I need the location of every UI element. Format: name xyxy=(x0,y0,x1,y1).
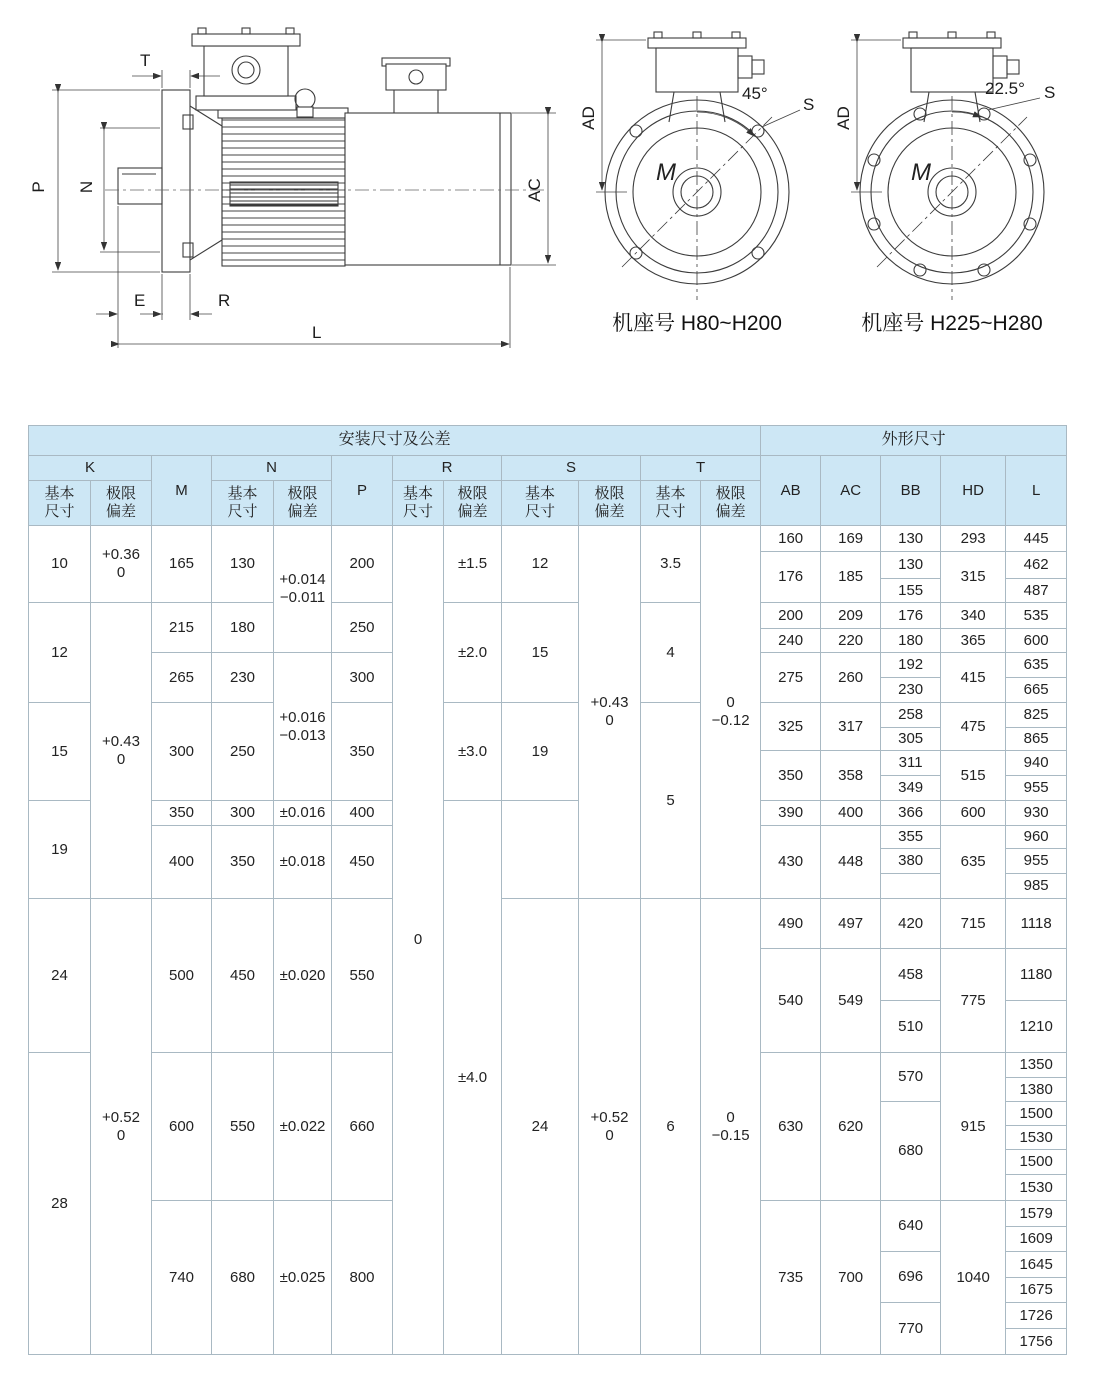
table-body xyxy=(29,526,1067,1355)
dimension-cell: 305 xyxy=(881,728,941,751)
header-outline-group: 外形尺寸 xyxy=(761,426,1067,456)
dimension-cell: 955 xyxy=(1006,849,1067,874)
header-p: P xyxy=(332,456,393,526)
dimension-cell: 380 xyxy=(881,849,941,874)
dimension-cell: 366 xyxy=(881,801,941,826)
header-t-basic: 基本 尺寸 xyxy=(641,481,701,526)
dimension-cell: 1180 xyxy=(1006,949,1067,1001)
dimension-cell: 350 xyxy=(152,801,212,826)
dimension-cell: 130 xyxy=(212,526,274,603)
lifting-eye xyxy=(295,89,315,109)
dimension-cell: ±0.022 xyxy=(274,1053,332,1201)
dimension-cell: 540 xyxy=(761,949,821,1053)
dimension-cell: 1040 xyxy=(941,1201,1006,1355)
dimension-cell: 311 xyxy=(881,751,941,776)
table-row xyxy=(29,526,1067,552)
dimension-cell: 600 xyxy=(1006,629,1067,653)
dimension-cell: 1579 xyxy=(1006,1201,1067,1227)
dimension-cell: 400 xyxy=(332,801,393,826)
dimension-cell: 260 xyxy=(821,653,881,703)
header-ac: AC xyxy=(821,456,881,526)
dimension-cell: 1530 xyxy=(1006,1175,1067,1201)
end-view-1-dimensions xyxy=(596,40,800,192)
dimension-cell: 825 xyxy=(1006,703,1067,728)
dimension-cell: 415 xyxy=(941,653,1006,703)
dimension-cell: 915 xyxy=(941,1053,1006,1201)
dimension-cell: 1530 xyxy=(1006,1126,1067,1150)
dimension-cell: 550 xyxy=(212,1053,274,1201)
dimension-cell: 500 xyxy=(152,899,212,1053)
dimension-cell: 865 xyxy=(1006,728,1067,751)
dimension-cell: 176 xyxy=(761,552,821,603)
dimension-cell: 1726 xyxy=(1006,1303,1067,1329)
dimension-cell: 1756 xyxy=(1006,1329,1067,1355)
dimension-cell: +0.43 0 xyxy=(91,603,152,899)
dimension-cell: 800 xyxy=(332,1201,393,1355)
dimension-cell: 665 xyxy=(1006,678,1067,703)
dimension-cell: 430 xyxy=(761,826,821,899)
dimension-cell: ±3.0 xyxy=(444,703,502,801)
bolt-hole xyxy=(914,264,926,276)
terminal-box xyxy=(192,28,300,110)
dimension-cell: 160 xyxy=(761,526,821,552)
dimension-cell: ±0.016 xyxy=(274,801,332,826)
dimension-cell: 220 xyxy=(821,629,881,653)
dim-label-e: E xyxy=(134,291,146,310)
dim-label-n: N xyxy=(77,180,96,194)
header-r: R xyxy=(393,456,502,481)
dimension-cell xyxy=(881,874,941,899)
dimension-cell: 358 xyxy=(821,751,881,801)
table-row xyxy=(29,703,1067,728)
dimension-cell: 300 xyxy=(212,801,274,826)
dimension-cell: 420 xyxy=(881,899,941,949)
dimension-cell: ±4.0 xyxy=(444,801,502,1355)
dimension-cell: 550 xyxy=(332,899,393,1053)
dimension-cell: 165 xyxy=(152,526,212,603)
dimension-cell: 955 xyxy=(1006,776,1067,801)
dimension-cell: 570 xyxy=(881,1053,941,1102)
dimension-cell: 1500 xyxy=(1006,1102,1067,1126)
dimension-cell: 462 xyxy=(1006,552,1067,579)
dimension-cell: 200 xyxy=(761,603,821,629)
table-row xyxy=(29,801,1067,826)
dimension-cell: 696 xyxy=(881,1252,941,1303)
dimension-cell: 12 xyxy=(502,526,579,603)
header-k-limit: 极限 偏差 xyxy=(91,481,152,526)
end-view-h80-h200 xyxy=(605,32,789,300)
dimension-cell: 400 xyxy=(821,801,881,826)
dimension-cell: 635 xyxy=(941,826,1006,899)
dimension-cell: 600 xyxy=(941,801,1006,826)
dimension-cell: 535 xyxy=(1006,603,1067,629)
dimension-cell: 1380 xyxy=(1006,1078,1067,1102)
dimension-cell: 15 xyxy=(29,703,91,801)
dimension-cell: 317 xyxy=(821,703,881,751)
dimension-cell: 1350 xyxy=(1006,1053,1067,1078)
dimension-cell: +0.014 −0.011 xyxy=(274,526,332,653)
caption-h225-h280: 机座号 H225~H280 xyxy=(861,312,1043,335)
dimension-cell: ±0.020 xyxy=(274,899,332,1053)
dimension-cell: 340 xyxy=(941,603,1006,629)
header-r-limit: 极限 偏差 xyxy=(444,481,502,526)
bolt-hole xyxy=(752,247,764,259)
flange xyxy=(162,90,190,272)
dimension-cell: 0 −0.15 xyxy=(701,899,761,1355)
dimension-cell: 0 −0.12 xyxy=(701,526,761,899)
header-t: T xyxy=(641,456,761,481)
dimension-cell: 740 xyxy=(152,1201,212,1355)
dimension-cell: 180 xyxy=(881,629,941,653)
dimension-cell: 487 xyxy=(1006,579,1067,603)
dimension-cell: 169 xyxy=(821,526,881,552)
dim-label-p: P xyxy=(29,181,48,193)
dimension-cell: 680 xyxy=(212,1201,274,1355)
dimension-cell: 1645 xyxy=(1006,1252,1067,1278)
dimension-cell: 6 xyxy=(641,899,701,1355)
dimension-cell: 365 xyxy=(941,629,1006,653)
dimension-cell: 350 xyxy=(212,826,274,899)
caption-h80-h200: 机座号 H80~H200 xyxy=(612,312,782,335)
dimension-cell: +0.016 −0.013 xyxy=(274,653,332,801)
bolt-hole xyxy=(914,108,926,120)
dimension-cell: 458 xyxy=(881,949,941,1001)
dimension-cell: 390 xyxy=(761,801,821,826)
header-s-limit: 极限 偏差 xyxy=(579,481,641,526)
dimension-cell: 250 xyxy=(212,703,274,801)
dimension-cell: 0 xyxy=(393,526,444,1355)
dimension-cell: 600 xyxy=(152,1053,212,1201)
bolt-hole xyxy=(868,154,880,166)
dimension-cell: 985 xyxy=(1006,874,1067,899)
dimension-cell: 770 xyxy=(881,1303,941,1355)
header-m: M xyxy=(152,456,212,526)
dimension-cell: ±0.018 xyxy=(274,826,332,899)
header-n: N xyxy=(212,456,332,481)
dimension-cell: 400 xyxy=(152,826,212,899)
dim-label-ad-2: AD xyxy=(834,106,853,130)
dimension-cell: 515 xyxy=(941,751,1006,801)
dimension-cell: 549 xyxy=(821,949,881,1053)
table-row xyxy=(29,603,1067,629)
dimension-cell: 130 xyxy=(881,526,941,552)
dimension-cell: 300 xyxy=(152,703,212,801)
dimension-cell: +0.52 0 xyxy=(579,899,641,1355)
dimension-cell: 1118 xyxy=(1006,899,1067,949)
dimension-cell: 24 xyxy=(29,899,91,1053)
dimension-cell: 258 xyxy=(881,703,941,728)
header-l: L xyxy=(1006,456,1067,526)
dimension-cell: 490 xyxy=(761,899,821,949)
header-s-basic: 基本 尺寸 xyxy=(502,481,579,526)
dimension-cell: 180 xyxy=(212,603,274,653)
dimension-cell: 1609 xyxy=(1006,1227,1067,1252)
dimension-cell: 275 xyxy=(761,653,821,703)
dimension-cell: 230 xyxy=(212,653,274,703)
dimension-cell: 1675 xyxy=(1006,1278,1067,1303)
dimension-cell: 620 xyxy=(821,1053,881,1201)
dimension-cell: +0.43 0 xyxy=(579,526,641,899)
dimension-cell: 450 xyxy=(332,826,393,899)
dimension-cell: 192 xyxy=(881,653,941,678)
dim-label-m-2: M xyxy=(911,159,931,186)
dimension-cell: 940 xyxy=(1006,751,1067,776)
dimension-cell: 445 xyxy=(1006,526,1067,552)
dimension-cell: 215 xyxy=(152,603,212,653)
bolt-hole xyxy=(978,264,990,276)
dim-label-r: R xyxy=(218,291,231,310)
angle-label-22-5: 22.5° xyxy=(985,79,1025,98)
dimension-cell: 155 xyxy=(881,579,941,603)
dimension-cell: 240 xyxy=(761,629,821,653)
dimension-cell: 19 xyxy=(502,703,579,801)
dimension-cell: 176 xyxy=(881,603,941,629)
dimension-cell: 24 xyxy=(502,899,579,1355)
dimension-cell: 130 xyxy=(881,552,941,579)
dimension-cell: 510 xyxy=(881,1001,941,1053)
dim-label-s-2: S xyxy=(1044,83,1056,102)
dimension-cell: 12 xyxy=(29,603,91,703)
rear-housing xyxy=(345,113,511,265)
bolt-hole xyxy=(1024,154,1036,166)
header-s: S xyxy=(502,456,641,481)
side-view-drawing xyxy=(105,28,548,272)
dimension-cell: 355 xyxy=(881,826,941,849)
dimension-cell: 775 xyxy=(941,949,1006,1053)
dimension-cell: 265 xyxy=(152,653,212,703)
dimension-cell: 325 xyxy=(761,703,821,751)
dim-label-s-1: S xyxy=(803,95,815,114)
dimension-cell: 4 xyxy=(641,603,701,703)
header-n-limit: 极限 偏差 xyxy=(274,481,332,526)
shaft xyxy=(118,168,162,204)
motor-drawings xyxy=(0,0,1094,420)
dim-label-ad-1: AD xyxy=(579,106,598,130)
dimension-cell: 185 xyxy=(821,552,881,603)
dimension-cell: 635 xyxy=(1006,653,1067,678)
header-ab: AB xyxy=(761,456,821,526)
dim-label-m-1: M xyxy=(656,159,676,186)
dimension-cell: 475 xyxy=(941,703,1006,751)
header-hd: HD xyxy=(941,456,1006,526)
dimension-cell: 735 xyxy=(761,1201,821,1355)
bolt-hole xyxy=(630,125,642,137)
dimension-cell: 349 xyxy=(881,776,941,801)
dimension-cell: 350 xyxy=(761,751,821,801)
table-header xyxy=(29,426,1067,526)
dimension-cell: 10 xyxy=(29,526,91,603)
end-view-h225-h280 xyxy=(860,32,1044,300)
header-n-basic: 基本 尺寸 xyxy=(212,481,274,526)
dimension-cell: 230 xyxy=(881,678,941,703)
dimension-cell: 293 xyxy=(941,526,1006,552)
dimension-cell: 209 xyxy=(821,603,881,629)
dim-label-t: T xyxy=(140,51,151,70)
dimension-cell: 715 xyxy=(941,899,1006,949)
dimension-cell: ±0.025 xyxy=(274,1201,332,1355)
angle-label-45: 45° xyxy=(742,84,768,103)
dimension-cell: 15 xyxy=(502,603,579,703)
dimension-cell: ±2.0 xyxy=(444,603,502,703)
dimension-cell: 960 xyxy=(1006,826,1067,849)
dimension-cell: 630 xyxy=(761,1053,821,1201)
dimension-cell: ±1.5 xyxy=(444,526,502,603)
table-row xyxy=(29,899,1067,949)
dimension-cell: 450 xyxy=(212,899,274,1053)
dimension-cell: 640 xyxy=(881,1201,941,1252)
dim-label-l: L xyxy=(312,323,322,342)
dimension-cell: 448 xyxy=(821,826,881,899)
dimension-cell: 680 xyxy=(881,1102,941,1201)
dim-label-ac: AC xyxy=(525,178,544,202)
junction-box xyxy=(382,58,450,113)
dimension-cell: 1500 xyxy=(1006,1150,1067,1175)
dimension-cell: 930 xyxy=(1006,801,1067,826)
dimension-cell: 19 xyxy=(29,801,91,899)
header-k-basic: 基本 尺寸 xyxy=(29,481,91,526)
header-t-limit: 极限 偏差 xyxy=(701,481,761,526)
header-r-basic: 基本 尺寸 xyxy=(393,481,444,526)
bolt-hole xyxy=(1024,218,1036,230)
dimension-cell: 1210 xyxy=(1006,1001,1067,1053)
dimension-cell: 700 xyxy=(821,1201,881,1355)
bolt-hole xyxy=(868,218,880,230)
header-bb: BB xyxy=(881,456,941,526)
header-install-group: 安装尺寸及公差 xyxy=(29,426,761,456)
dimension-cell: 300 xyxy=(332,653,393,703)
dimension-cell: 250 xyxy=(332,603,393,653)
dimension-cell: 200 xyxy=(332,526,393,603)
dimension-cell: 315 xyxy=(941,552,1006,603)
dimension-cell: +0.36 0 xyxy=(91,526,152,603)
dimension-cell: 350 xyxy=(332,703,393,801)
dimension-cell: +0.52 0 xyxy=(91,899,152,1355)
dimension-cell: 5 xyxy=(641,703,701,899)
dimension-cell: 28 xyxy=(29,1053,91,1355)
dimension-table xyxy=(28,425,1067,1355)
header-k: K xyxy=(29,456,152,481)
dimension-cell: 660 xyxy=(332,1053,393,1201)
dimension-cell: 497 xyxy=(821,899,881,949)
dimension-cell: 3.5 xyxy=(641,526,701,603)
dimension-cell xyxy=(502,801,579,899)
